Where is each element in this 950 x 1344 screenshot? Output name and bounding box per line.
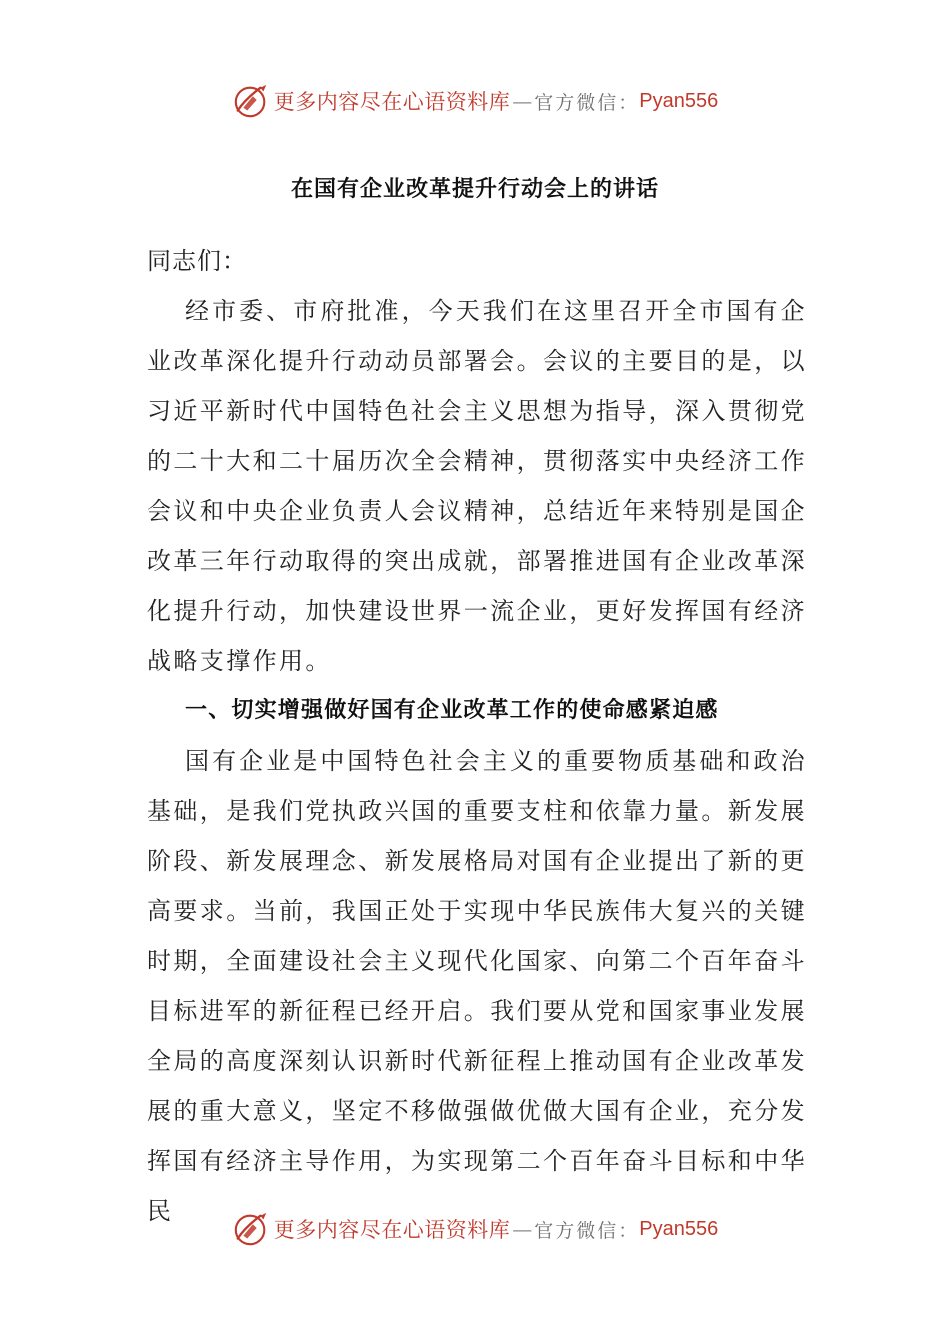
section-1-paragraph: 国有企业是中国特色社会主义的重要物质基础和政治基础，是我们党执政兴国的重要支柱和依靠力量。新发展阶段、新发展理念、新发展格局对国有企业提出了新的更高要求。当前，我国正处于实现中华民族伟大复兴的关键时期，全面建设社会主义现代化国家、向第二个百年奋斗目标进军的新征程已经开启。我们要从党和国家事业发展全局的高度深刻认识新时代新征程上推动国有企业改革发展的重大意义，坚定不移做强做优做大国有企业，充分发挥国有经济主导作用，为实现第二个百年奋斗目标和中华民	[147, 747, 807, 1225]
footer-brand-text: 更多内容尽在心语资料库	[273, 1218, 511, 1242]
section-heading-1: 一、切实增强做好国有企业改革工作的使命感紧迫感	[185, 698, 719, 723]
pen-nib-logo-icon	[232, 82, 270, 120]
header-separator: —	[512, 89, 533, 113]
pen-nib-logo-icon	[232, 1210, 270, 1248]
document-title: 在国有企业改革提升行动会上的讲话	[290, 177, 659, 202]
header-wechat-id: Pyan556	[639, 89, 719, 112]
header-brand-text: 更多内容尽在心语资料库	[273, 90, 511, 114]
footer-wechat-id: Pyan556	[639, 1217, 719, 1240]
header-wechat-label: 官方微信：	[534, 91, 640, 114]
intro-paragraph: 经市委、市府批准，今天我们在这里召开全市国有企业改革深化提升行动动员部署会。会议的主要目的是，以习近平新时代中国特色社会主义思想为指导，深入贯彻党的二十大和二十届历次全会精神，贯彻落实中央经济工作会议和中央企业负责人会议精神，总结近年来特别是国企改革三年行动取得的突出成就，部署推进国有企业改革深化提升行动，加快建设世界一流企业，更好发挥国有经济战略支撑作用。	[147, 297, 807, 675]
footer-banner	[0, 1204, 950, 1254]
salutation: 同志们：	[147, 247, 247, 275]
footer-separator: —	[512, 1217, 533, 1241]
document-body	[147, 236, 807, 1236]
footer-wechat-label: 官方微信：	[534, 1219, 640, 1242]
header-banner	[0, 76, 950, 126]
